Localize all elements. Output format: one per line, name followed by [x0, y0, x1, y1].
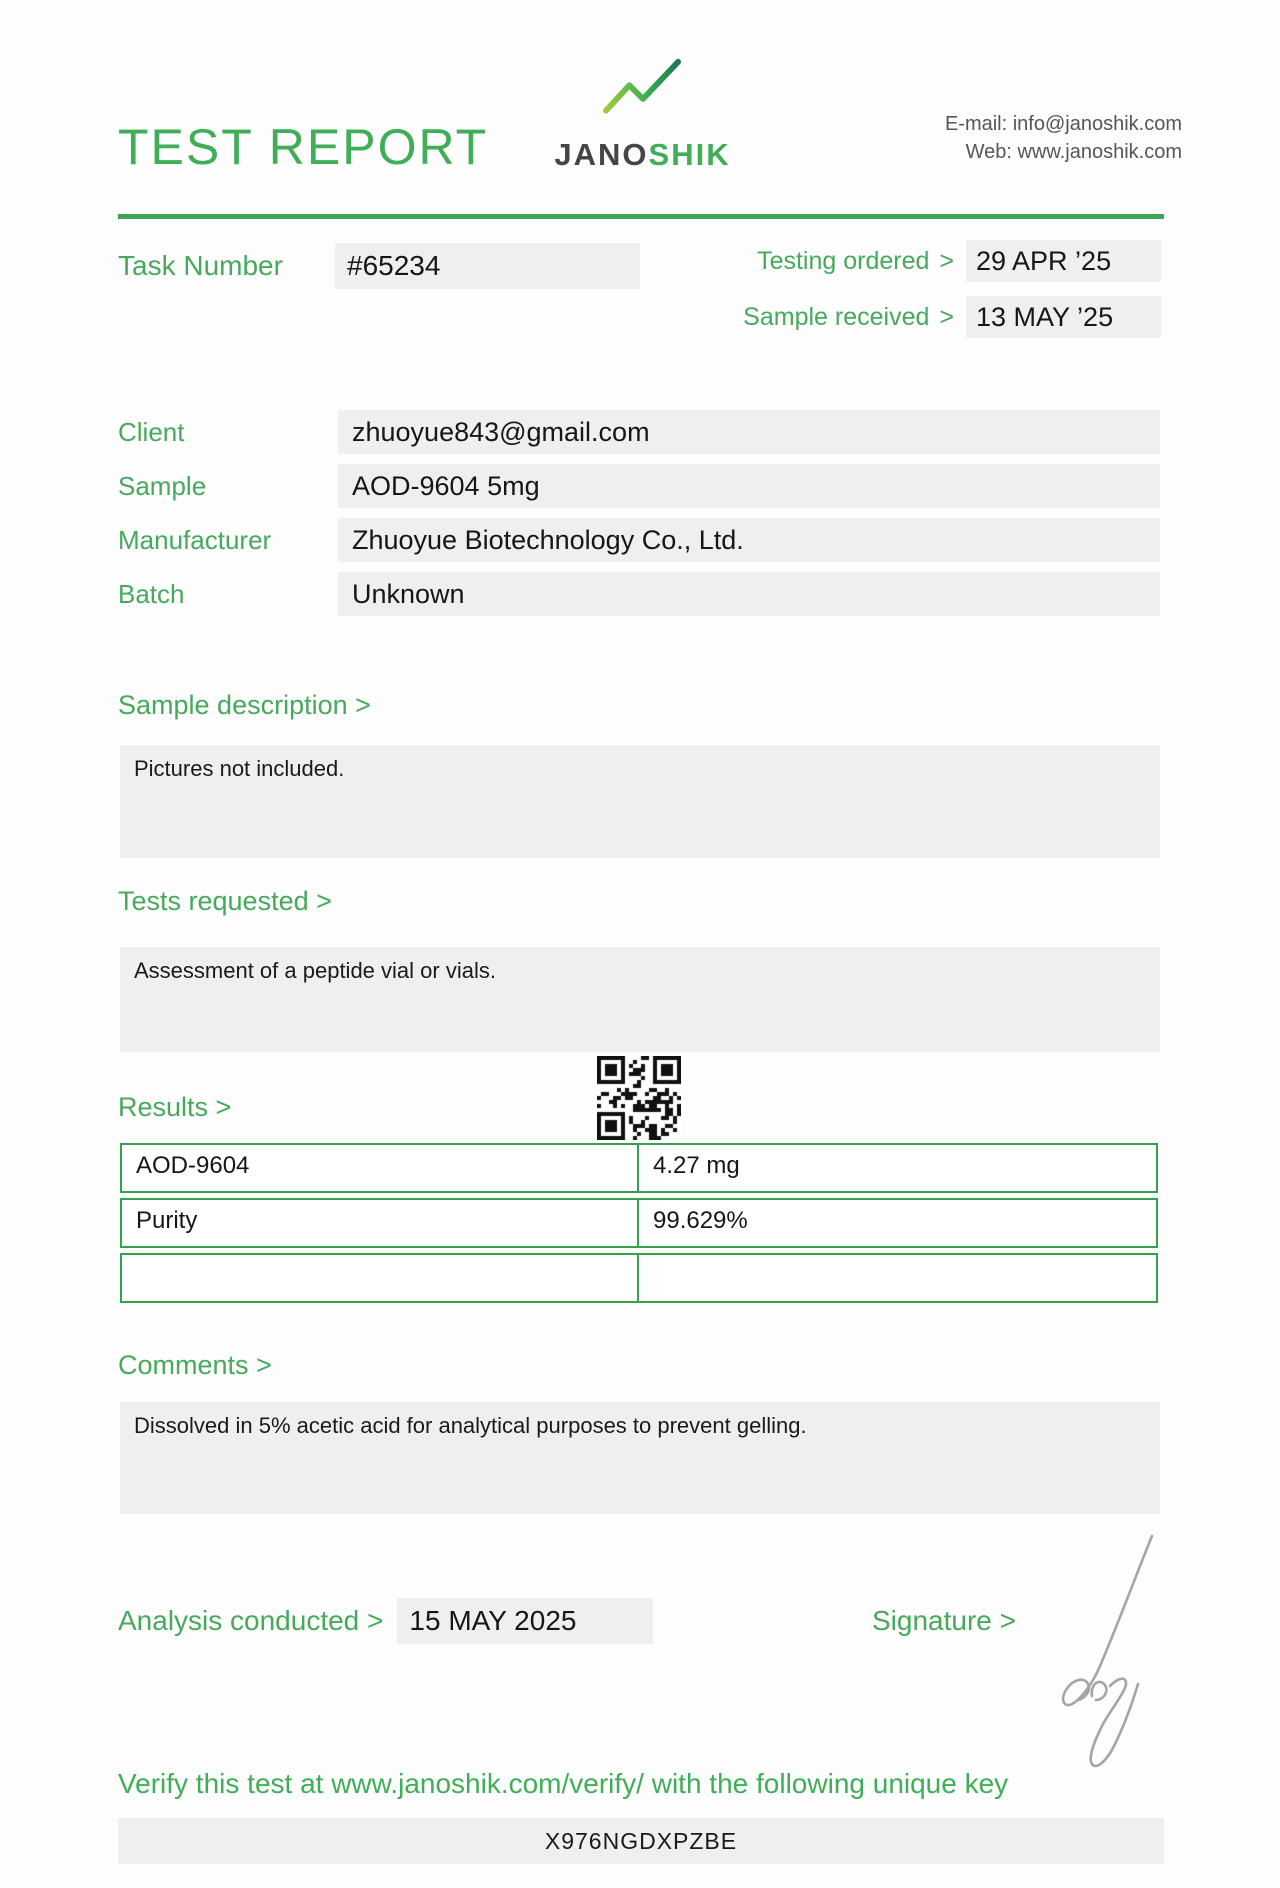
result-analyte-cell: [122, 1255, 639, 1301]
verify-instruction: Verify this test at www.janoshik.com/verify/ with the following unique key: [118, 1768, 1009, 1799]
sample-value: AOD-9604 5mg: [338, 464, 1160, 508]
logo-text-shik: SHIK: [648, 137, 731, 172]
janoshik-logo: [535, 56, 750, 173]
arrow-glyph: >: [939, 302, 954, 331]
sample-received-row: [600, 296, 1161, 338]
tests-requested-text: Assessment of a peptide vial or vials.: [134, 958, 496, 983]
signature-scribble: [1030, 1528, 1170, 1778]
client-value: zhuoyue843@gmail.com: [338, 410, 1160, 454]
signature-label: Signature >: [872, 1605, 1016, 1636]
testing-ordered-row: [600, 240, 1161, 282]
manufacturer-label: Manufacturer: [118, 525, 272, 555]
manufacturer-value: Zhuoyue Biotechnology Co., Ltd.: [338, 518, 1160, 562]
unique-key-value: X976NGDXPZBE: [118, 1818, 1164, 1864]
results-heading: Results >: [118, 1092, 232, 1122]
logo-text-jano: JANO: [554, 137, 649, 172]
analysis-conducted-value: 15 MAY 2025: [397, 1598, 653, 1644]
table-row: [120, 1253, 1158, 1303]
sample-description-text: Pictures not included.: [134, 756, 345, 781]
task-number-row: [118, 243, 658, 289]
sample-description-box: [120, 745, 1160, 858]
result-analyte-cell: AOD-9604: [122, 1145, 639, 1191]
manufacturer-row: [118, 518, 1160, 562]
results-table: [120, 1143, 1158, 1308]
result-value-cell: [639, 1255, 1156, 1301]
sample-received-value: 13 MAY ’25: [966, 296, 1161, 338]
result-value-cell: 99.629%: [653, 1207, 748, 1234]
contact-web: Web: www.janoshik.com: [965, 141, 1182, 163]
growth-chart-logo-icon: [593, 56, 693, 134]
client-row: [118, 410, 1160, 454]
table-row: [120, 1198, 1158, 1248]
client-label: Client: [118, 417, 185, 447]
batch-label: Batch: [118, 579, 185, 609]
dates-block: [600, 240, 1161, 352]
tests-requested-box: [120, 947, 1160, 1052]
batch-row: [118, 572, 1160, 616]
sample-row: [118, 464, 1160, 508]
testing-ordered-value: 29 APR ’25: [966, 240, 1161, 282]
contact-block: [945, 110, 1182, 166]
header-divider: [118, 214, 1164, 219]
logo-wordmark: [535, 137, 750, 173]
comments-box: [120, 1402, 1160, 1514]
arrow-glyph: >: [939, 246, 954, 275]
sample-received-label: Sample received: [743, 302, 930, 331]
task-number-label: Task Number: [118, 250, 283, 281]
page-title: TEST REPORT: [118, 119, 489, 175]
result-value-cell: 4.27 mg: [653, 1152, 740, 1179]
sample-description-heading: Sample description >: [118, 690, 371, 720]
comments-heading: Comments >: [118, 1350, 272, 1380]
comments-text: Dissolved in 5% acetic acid for analytical purposes to prevent gelling.: [134, 1413, 807, 1438]
analysis-conducted-label: Analysis conducted >: [118, 1605, 384, 1636]
result-analyte-cell: Purity: [122, 1200, 639, 1246]
tests-requested-heading: Tests requested >: [118, 886, 332, 916]
task-number-value: #65234: [335, 243, 640, 289]
batch-value: Unknown: [338, 572, 1160, 616]
contact-email: E-mail: info@janoshik.com: [944, 113, 1182, 135]
table-row: [120, 1143, 1158, 1193]
qr-code: [597, 1056, 681, 1140]
analysis-conducted-row: [118, 1598, 653, 1644]
testing-ordered-label: Testing ordered: [757, 246, 930, 275]
sample-label: Sample: [118, 471, 207, 501]
